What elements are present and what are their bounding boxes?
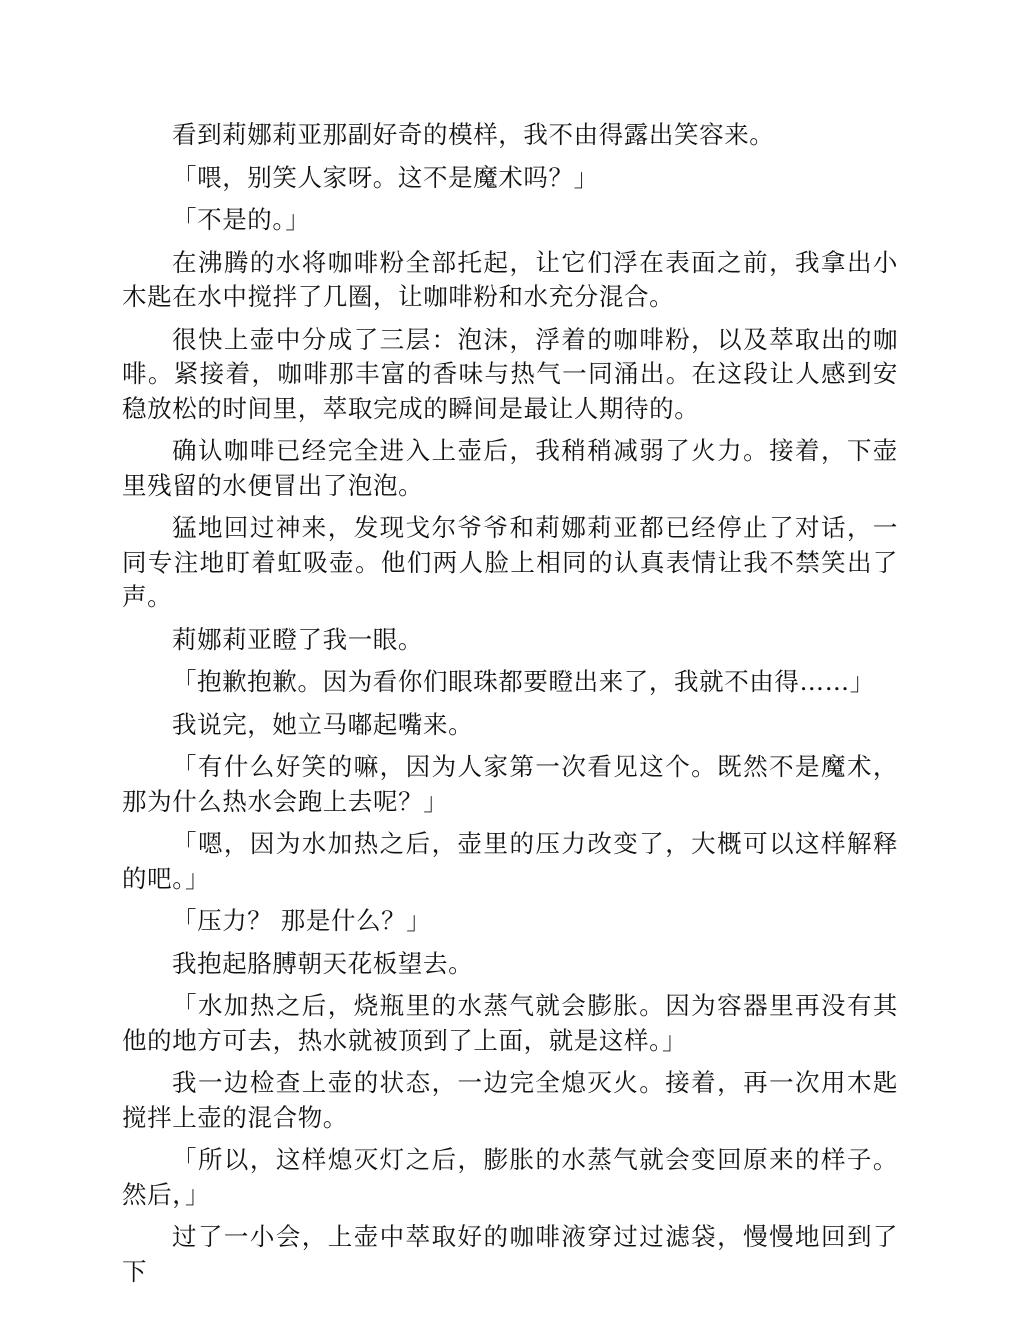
paragraph: 「嗯，因为水加热之后，壶里的压力改变了，大概可以这样解释的吧。」 — [122, 829, 898, 893]
paragraph: 莉娜莉亚瞪了我一眼。 — [172, 624, 423, 654]
paragraph: 我抱起胳膊朝天花板望去。 — [172, 948, 474, 978]
paragraph: 很快上壶中分成了三层：泡沫，浮着的咖啡粉，以及萃取出的咖啡。紧接着，咖啡那丰富的香味与热气一同涌出。在这段让人感到安稳放松的时间里，萃取完成的瞬间是最让人期待的。 — [122, 324, 898, 423]
paragraph: 「喂，别笑人家呀。这不是魔术吗？」 — [172, 162, 599, 192]
paragraph: 「水加热之后，烧瓶里的水蒸气就会膨胀。因为容器里再没有其他的地方可去，热水就被顶到了上面，就是这样。」 — [122, 991, 898, 1055]
paragraph: 我一边检查上壶的状态，一边完全熄灭火。接着，再一次用木匙搅拌上壶的混合物。 — [122, 1068, 898, 1132]
paragraph: 看到莉娜莉亚那副好奇的模样，我不由得露出笑容来。 — [172, 120, 775, 149]
paragraph: 「不是的。」 — [172, 205, 311, 234]
paragraph: 「抱歉抱歉。因为看你们眼珠都要瞪出来了，我就不由得……」 — [172, 667, 875, 696]
paragraph: 「压力？ 那是什么？」 — [172, 906, 432, 935]
paragraph: 「所以，这样熄灭灯之后，膨胀的水蒸气就会变回原来的样子。然后，」 — [122, 1145, 898, 1209]
text-body — [122, 118, 898, 1297]
paragraph: 猛地回过神来，发现戈尔爷爷和莉娜莉亚都已经停止了对话，一同专注地盯着虹吸壶。他们两人脸上相同的认真表情让我不禁笑出了声。 — [122, 513, 898, 611]
paragraph: 我说完，她立马嘟起嘴来。 — [172, 709, 474, 739]
paragraph: 确认咖啡已经完全进入上壶后，我稍稍减弱了火力。接着，下壶里残留的水便冒出了泡泡。 — [122, 436, 898, 500]
paragraph: 在沸腾的水将咖啡粉全部托起，让它们浮在表面之前，我拿出小木匙在水中搅拌了几圈，让咖啡粉和水充分混合。 — [122, 247, 898, 311]
paragraph: 「有什么好笑的嘛，因为人家第一次看见这个。既然不是魔术，那为什么热水会跑上去呢？」 — [122, 752, 898, 816]
paragraph: 过了一小会，上壶中萃取好的咖啡液穿过过滤袋，慢慢地回到了下 — [122, 1222, 898, 1286]
